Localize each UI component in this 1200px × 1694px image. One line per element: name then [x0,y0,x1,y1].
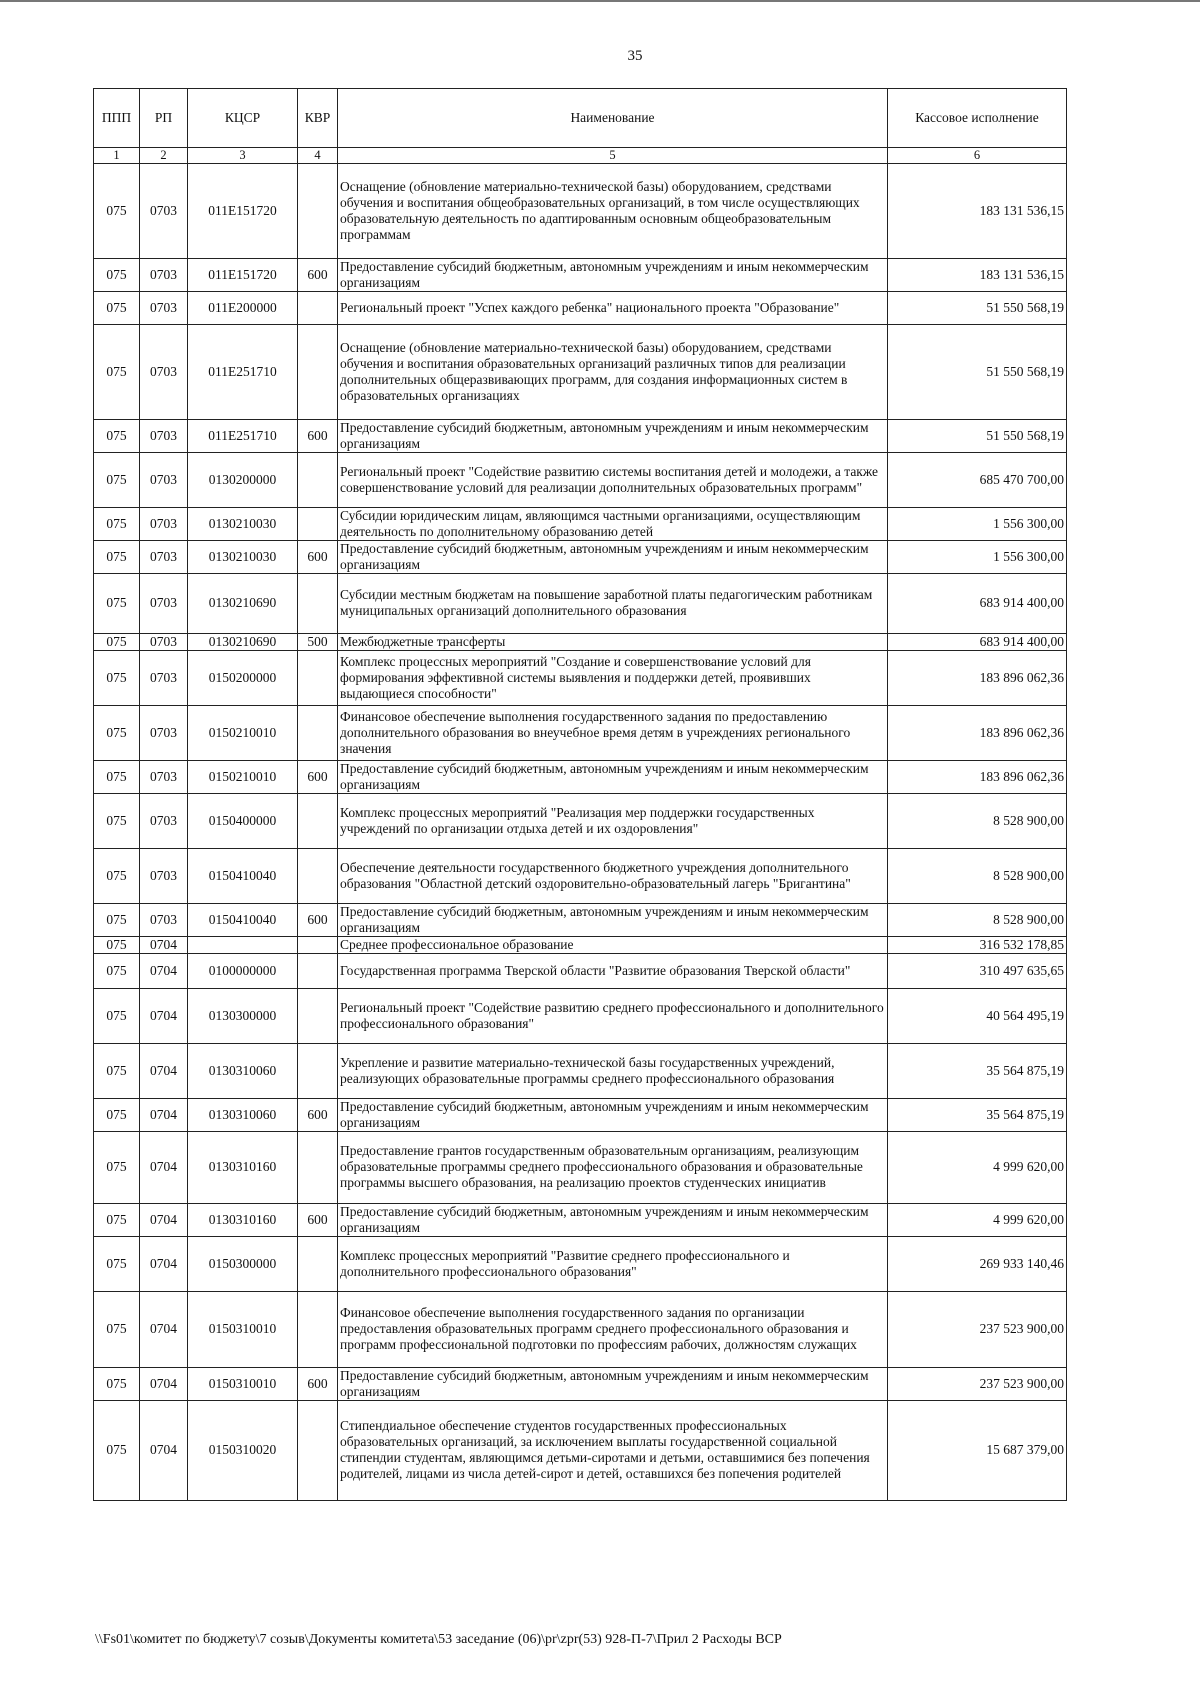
page-top-edge [0,0,1200,2]
cell-rp: 0704 [140,1291,188,1367]
cell-ppp: 075 [94,903,140,936]
cell-kcsr: 0150310020 [188,1400,298,1500]
table-row [94,291,1067,324]
cell-kvr [298,793,338,848]
cell-rp: 0703 [140,452,188,507]
table-row [94,258,1067,291]
cell-kvr: 600 [298,1367,338,1400]
cell-kvr [298,291,338,324]
cell-kvr [298,1400,338,1500]
cell-kcsr: 0100000000 [188,953,298,988]
cell-ppp: 075 [94,291,140,324]
cell-kvr: 600 [298,903,338,936]
cell-amount: 310 497 635,65 [888,953,1067,988]
cell-amount: 183 131 536,15 [888,163,1067,258]
cell-name: Комплекс процессных мероприятий "Реализация мер поддержки государственных учреждений по организации отдыха детей и их оздоровления" [338,793,888,848]
table-row [94,988,1067,1043]
table-row [94,848,1067,903]
cell-rp: 0704 [140,1098,188,1131]
page-number: 35 [627,48,643,64]
cell-rp: 0704 [140,988,188,1043]
table-row [94,1098,1067,1131]
cell-amount: 1 556 300,00 [888,507,1067,540]
cell-name: Субсидии местным бюджетам на повышение заработной платы педагогическим работникам муниципальных организаций дополнительного образования [338,573,888,633]
expenditure-table [93,88,1067,1501]
cell-amount: 183 896 062,36 [888,650,1067,705]
cell-kvr [298,650,338,705]
column-number: 4 [298,148,338,164]
cell-rp: 0703 [140,633,188,650]
cell-kcsr: 0150200000 [188,650,298,705]
cell-rp: 0704 [140,1043,188,1098]
table-row [94,760,1067,793]
cell-amount: 8 528 900,00 [888,793,1067,848]
table-row [94,793,1067,848]
cell-kvr [298,848,338,903]
cell-ppp: 075 [94,324,140,419]
cell-amount: 683 914 400,00 [888,573,1067,633]
cell-ppp: 075 [94,1043,140,1098]
cell-name: Среднее профессиональное образование [338,936,888,953]
cell-rp: 0703 [140,163,188,258]
cell-amount: 183 131 536,15 [888,258,1067,291]
table-row [94,705,1067,760]
cell-rp: 0703 [140,419,188,452]
cell-kvr [298,1236,338,1291]
cell-rp: 0703 [140,760,188,793]
cell-amount: 237 523 900,00 [888,1291,1067,1367]
cell-amount: 40 564 495,19 [888,988,1067,1043]
cell-kvr [298,452,338,507]
cell-kcsr: 0130310160 [188,1131,298,1203]
table-row [94,1043,1067,1098]
cell-kvr: 600 [298,540,338,573]
cell-kvr: 600 [298,258,338,291]
cell-kcsr: 0150410040 [188,903,298,936]
table-row [94,1203,1067,1236]
cell-kvr [298,324,338,419]
table-row [94,1236,1067,1291]
cell-kcsr: 011E251710 [188,419,298,452]
cell-rp: 0703 [140,903,188,936]
cell-name: Межбюджетные трансферты [338,633,888,650]
cell-amount: 15 687 379,00 [888,1400,1067,1500]
cell-ppp: 075 [94,419,140,452]
cell-kcsr: 0130210690 [188,573,298,633]
cell-kvr [298,1043,338,1098]
column-number-row [94,148,1067,164]
cell-name: Укрепление и развитие материально-технической базы государственных учреждений, реализующих образовательные программы среднего профессионального образования [338,1043,888,1098]
header-amount: Кассовое исполнение [888,89,1067,148]
cell-name: Комплекс процессных мероприятий "Создание и совершенствование условий для формирования эффективной системы выявления и поддержки детей, проявивших выдающиеся способности" [338,650,888,705]
cell-rp: 0703 [140,507,188,540]
cell-rp: 0703 [140,291,188,324]
cell-ppp: 075 [94,540,140,573]
table-row [94,633,1067,650]
header-name: Наименование [338,89,888,148]
column-number: 1 [94,148,140,164]
cell-ppp: 075 [94,848,140,903]
cell-ppp: 075 [94,1098,140,1131]
cell-kcsr: 0150400000 [188,793,298,848]
cell-ppp: 075 [94,1400,140,1500]
cell-name: Предоставление грантов государственным образовательным организациям, реализующим образовательные программы среднего профессионального образования и образовательные программы высшего образования, на реализацию проектов студенческих инициатив [338,1131,888,1203]
cell-amount: 8 528 900,00 [888,848,1067,903]
cell-amount: 685 470 700,00 [888,452,1067,507]
cell-rp: 0704 [140,1131,188,1203]
cell-ppp: 075 [94,452,140,507]
table-row [94,953,1067,988]
cell-rp: 0703 [140,650,188,705]
header-ppp: ППП [94,89,140,148]
cell-ppp: 075 [94,936,140,953]
table-row [94,540,1067,573]
cell-kcsr: 011E151720 [188,258,298,291]
table-row [94,324,1067,419]
cell-name: Государственная программа Тверской области "Развитие образования Тверской области" [338,953,888,988]
cell-kcsr: 0130300000 [188,988,298,1043]
table-row [94,1400,1067,1500]
cell-ppp: 075 [94,258,140,291]
footer-file-path: \\Fs01\комитет по бюджету\7 созыв\Документы комитета\53 заседание (06)\pr\zpr(53) 928-П-7\Прил 2 Расходы ВСР [95,1632,782,1647]
table-row [94,650,1067,705]
cell-kvr [298,163,338,258]
cell-ppp: 075 [94,1203,140,1236]
cell-name: Обеспечение деятельности государственного бюджетного учреждения дополнительного образования "Областной детский оздоровительно-образовательный лагерь "Бригантина" [338,848,888,903]
cell-ppp: 075 [94,573,140,633]
cell-kvr: 600 [298,1203,338,1236]
cell-kvr: 600 [298,760,338,793]
table-header-row [94,89,1067,148]
cell-rp: 0703 [140,540,188,573]
cell-ppp: 075 [94,1236,140,1291]
cell-amount: 237 523 900,00 [888,1367,1067,1400]
cell-amount: 35 564 875,19 [888,1043,1067,1098]
cell-rp: 0704 [140,1203,188,1236]
cell-ppp: 075 [94,705,140,760]
cell-rp: 0704 [140,936,188,953]
cell-kcsr: 0130310160 [188,1203,298,1236]
cell-amount: 316 532 178,85 [888,936,1067,953]
cell-name: Предоставление субсидий бюджетным, автономным учреждениям и иным некоммерческим организациям [338,1203,888,1236]
cell-name: Предоставление субсидий бюджетным, автономным учреждениям и иным некоммерческим организациям [338,258,888,291]
cell-amount: 51 550 568,19 [888,324,1067,419]
cell-name: Региональный проект "Содействие развитию среднего профессионального и дополнительного профессионального образования" [338,988,888,1043]
cell-name: Субсидии юридическим лицам, являющимся частными организациями, осуществляющим деятельность по дополнительному образованию детей [338,507,888,540]
cell-amount: 683 914 400,00 [888,633,1067,650]
cell-rp: 0703 [140,793,188,848]
cell-kcsr [188,936,298,953]
cell-name: Предоставление субсидий бюджетным, автономным учреждениям и иным некоммерческим организациям [338,540,888,573]
cell-kcsr: 011E200000 [188,291,298,324]
cell-amount: 183 896 062,36 [888,760,1067,793]
cell-kvr: 500 [298,633,338,650]
cell-kvr [298,705,338,760]
cell-name: Финансовое обеспечение выполнения государственного задания по предоставлению дополнительного образования во внеучебное время детям в учреждениях регионального значения [338,705,888,760]
cell-name: Региональный проект "Содействие развитию системы воспитания детей и молодежи, а также совершенствование условий для реализации дополнительных образовательных программ" [338,452,888,507]
cell-rp: 0703 [140,573,188,633]
cell-kvr [298,573,338,633]
column-number: 6 [888,148,1067,164]
header-kcsr: КЦСР [188,89,298,148]
cell-kcsr: 0130310060 [188,1043,298,1098]
cell-amount: 4 999 620,00 [888,1203,1067,1236]
cell-kcsr: 0130310060 [188,1098,298,1131]
cell-kvr [298,1291,338,1367]
cell-name: Предоставление субсидий бюджетным, автономным учреждениям и иным некоммерческим организациям [338,1098,888,1131]
cell-ppp: 075 [94,650,140,705]
table-row [94,419,1067,452]
cell-ppp: 075 [94,1291,140,1367]
cell-rp: 0704 [140,1400,188,1500]
cell-name: Предоставление субсидий бюджетным, автономным учреждениям и иным некоммерческим организациям [338,760,888,793]
cell-amount: 1 556 300,00 [888,540,1067,573]
column-number: 5 [338,148,888,164]
cell-kcsr: 0150210010 [188,705,298,760]
cell-kcsr: 0150310010 [188,1367,298,1400]
table-row [94,903,1067,936]
cell-ppp: 075 [94,1131,140,1203]
cell-amount: 8 528 900,00 [888,903,1067,936]
table-row [94,507,1067,540]
cell-amount: 183 896 062,36 [888,705,1067,760]
cell-kcsr: 0130210690 [188,633,298,650]
cell-kcsr: 0130210030 [188,540,298,573]
cell-amount: 4 999 620,00 [888,1131,1067,1203]
cell-kcsr: 0130200000 [188,452,298,507]
cell-name: Предоставление субсидий бюджетным, автономным учреждениям и иным некоммерческим организациям [338,419,888,452]
cell-rp: 0703 [140,324,188,419]
cell-name: Стипендиальное обеспечение студентов государственных профессиональных образовательных организаций, за исключением выплаты государственной социальной стипендии студентам, являющимся детьми-сиротами и детьми, оставшимися без попечения родителей, лицами из числа детей-сирот и детей, оставшихся без попечения родителей [338,1400,888,1500]
cell-ppp: 075 [94,163,140,258]
column-number: 2 [140,148,188,164]
cell-rp: 0704 [140,1236,188,1291]
cell-rp: 0703 [140,705,188,760]
table-row [94,936,1067,953]
cell-ppp: 075 [94,793,140,848]
cell-name: Предоставление субсидий бюджетным, автономным учреждениям и иным некоммерческим организациям [338,1367,888,1400]
cell-kvr [298,507,338,540]
cell-name: Предоставление субсидий бюджетным, автономным учреждениям и иным некоммерческим организациям [338,903,888,936]
table-row [94,163,1067,258]
cell-name: Оснащение (обновление материально-технической базы) оборудованием, средствами обучения и воспитания образовательных организаций различных типов для реализации дополнительных общеразвивающих программ, для создания информационных систем в образовательных организациях [338,324,888,419]
cell-ppp: 075 [94,507,140,540]
cell-rp: 0703 [140,848,188,903]
cell-kcsr: 0150300000 [188,1236,298,1291]
cell-kcsr: 011E251710 [188,324,298,419]
cell-rp: 0704 [140,1367,188,1400]
cell-name: Комплекс процессных мероприятий "Развитие среднего профессионального и дополнительного профессионального образования" [338,1236,888,1291]
table-row [94,573,1067,633]
cell-amount: 269 933 140,46 [888,1236,1067,1291]
cell-kcsr: 011E151720 [188,163,298,258]
cell-ppp: 075 [94,760,140,793]
table-row [94,1367,1067,1400]
cell-kcsr: 0150410040 [188,848,298,903]
table-body [94,163,1067,1500]
table-row [94,452,1067,507]
column-number: 3 [188,148,298,164]
cell-ppp: 075 [94,633,140,650]
cell-name: Финансовое обеспечение выполнения государственного задания по организации предоставления образовательных программ среднего профессионального образования и программ профессиональной подготовки по профессиям рабочих, должностям служащих [338,1291,888,1367]
cell-kcsr: 0150210010 [188,760,298,793]
cell-kvr [298,1131,338,1203]
cell-amount: 35 564 875,19 [888,1098,1067,1131]
cell-kcsr: 0130210030 [188,507,298,540]
cell-kvr [298,953,338,988]
cell-ppp: 075 [94,953,140,988]
table-row [94,1131,1067,1203]
cell-kvr [298,936,338,953]
cell-rp: 0704 [140,953,188,988]
header-rp: РП [140,89,188,148]
cell-rp: 0703 [140,258,188,291]
cell-kvr: 600 [298,1098,338,1131]
header-kvr: КВР [298,89,338,148]
cell-name: Региональный проект "Успех каждого ребенка" национального проекта "Образование" [338,291,888,324]
cell-kvr: 600 [298,419,338,452]
cell-amount: 51 550 568,19 [888,291,1067,324]
table-row [94,1291,1067,1367]
cell-amount: 51 550 568,19 [888,419,1067,452]
cell-kvr [298,988,338,1043]
cell-name: Оснащение (обновление материально-технической базы) оборудованием, средствами обучения и воспитания общеобразовательных организаций, в том числе осуществляющих образовательную деятельность по адаптированным основным общеобразовательным программам [338,163,888,258]
cell-ppp: 075 [94,988,140,1043]
cell-kcsr: 0150310010 [188,1291,298,1367]
cell-ppp: 075 [94,1367,140,1400]
